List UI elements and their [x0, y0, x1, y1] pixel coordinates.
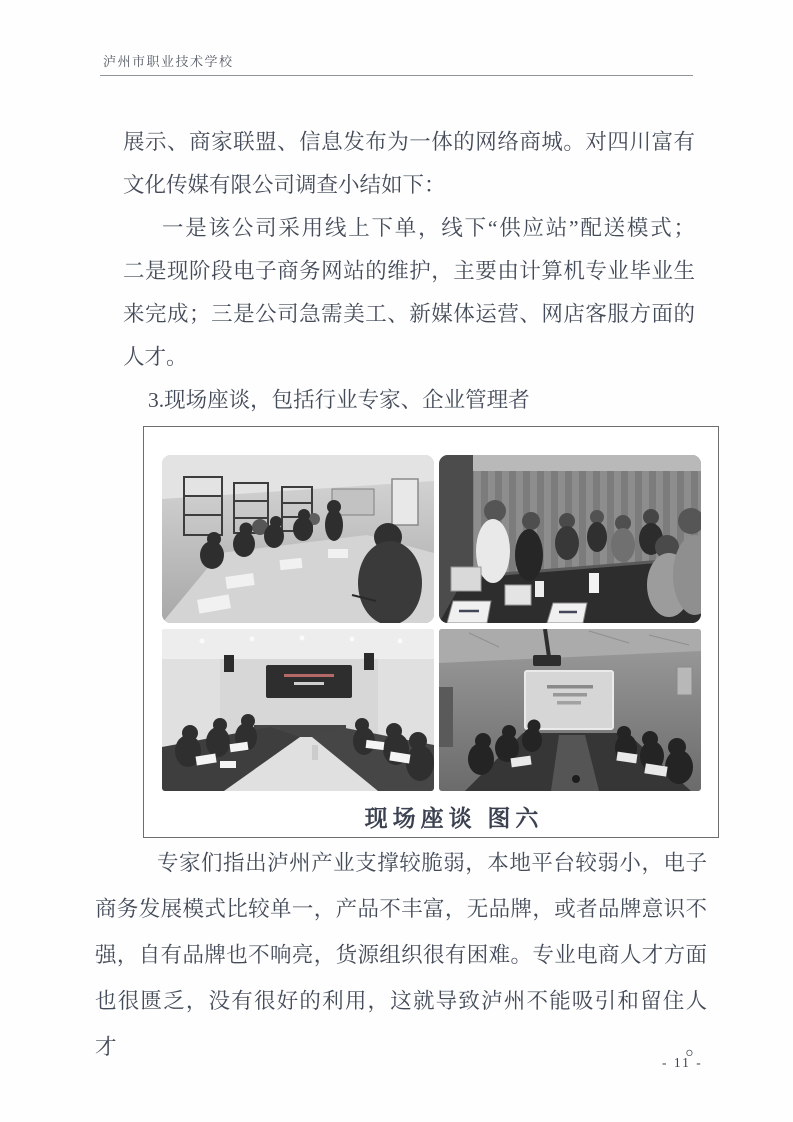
text-line: 强，自有品牌也不响亮，货源组织很有困难。专业电商人才方面: [95, 943, 707, 967]
text-line: 也很匮乏，没有很好的利用，这就导致泸州不能吸引和留住人才。: [95, 989, 707, 1059]
text-line: 展示、商家联盟、信息发布为一体的网络商城。对四川富有: [123, 130, 695, 154]
header-rule: [100, 75, 693, 76]
meeting-photo-illustration: [162, 629, 434, 791]
text-line: 商务发展模式比较单一，产品不丰富，无品牌，或者品牌意识不: [95, 897, 707, 921]
text-line: 来完成；三是公司急需美工、新媒体运营、网店客服方面的: [123, 302, 695, 326]
photo-roundtable-discussion: [439, 455, 701, 623]
meeting-photo-illustration: [162, 455, 434, 623]
meeting-photo-illustration: [439, 629, 701, 791]
body-text-block-lower: [95, 840, 707, 1070]
figure-caption: 现场座谈 图六: [364, 806, 544, 831]
text-line-heading-3: 3.现场座谈，包括行业专家、企业管理者: [148, 388, 530, 412]
text-line: 一是该公司采用线上下单，线下“供应站”配送模式；: [162, 216, 695, 240]
body-text-block-upper: [123, 121, 695, 422]
text-line: 二是现阶段电子商务网站的维护，主要由计算机专业毕业生: [123, 259, 695, 283]
photo-u-shaped-conference-room: [162, 629, 434, 791]
page-header-school-name: 泸州市职业技术学校: [103, 54, 234, 69]
text-line: 专家们指出泸州产业支撑较脆弱，本地平台较弱小，电子: [157, 851, 707, 875]
text-line: 文化传媒有限公司调查小结如下：: [123, 173, 446, 197]
meeting-photo-illustration: [439, 455, 701, 623]
text-line: 人才。: [123, 345, 188, 369]
photo-grid: [162, 455, 701, 791]
figure-six-box: [143, 426, 719, 838]
photo-meeting-room-long-table: [162, 455, 434, 623]
page-number: - 11 -: [662, 1055, 703, 1070]
photo-projector-presentation-room: [439, 629, 701, 791]
